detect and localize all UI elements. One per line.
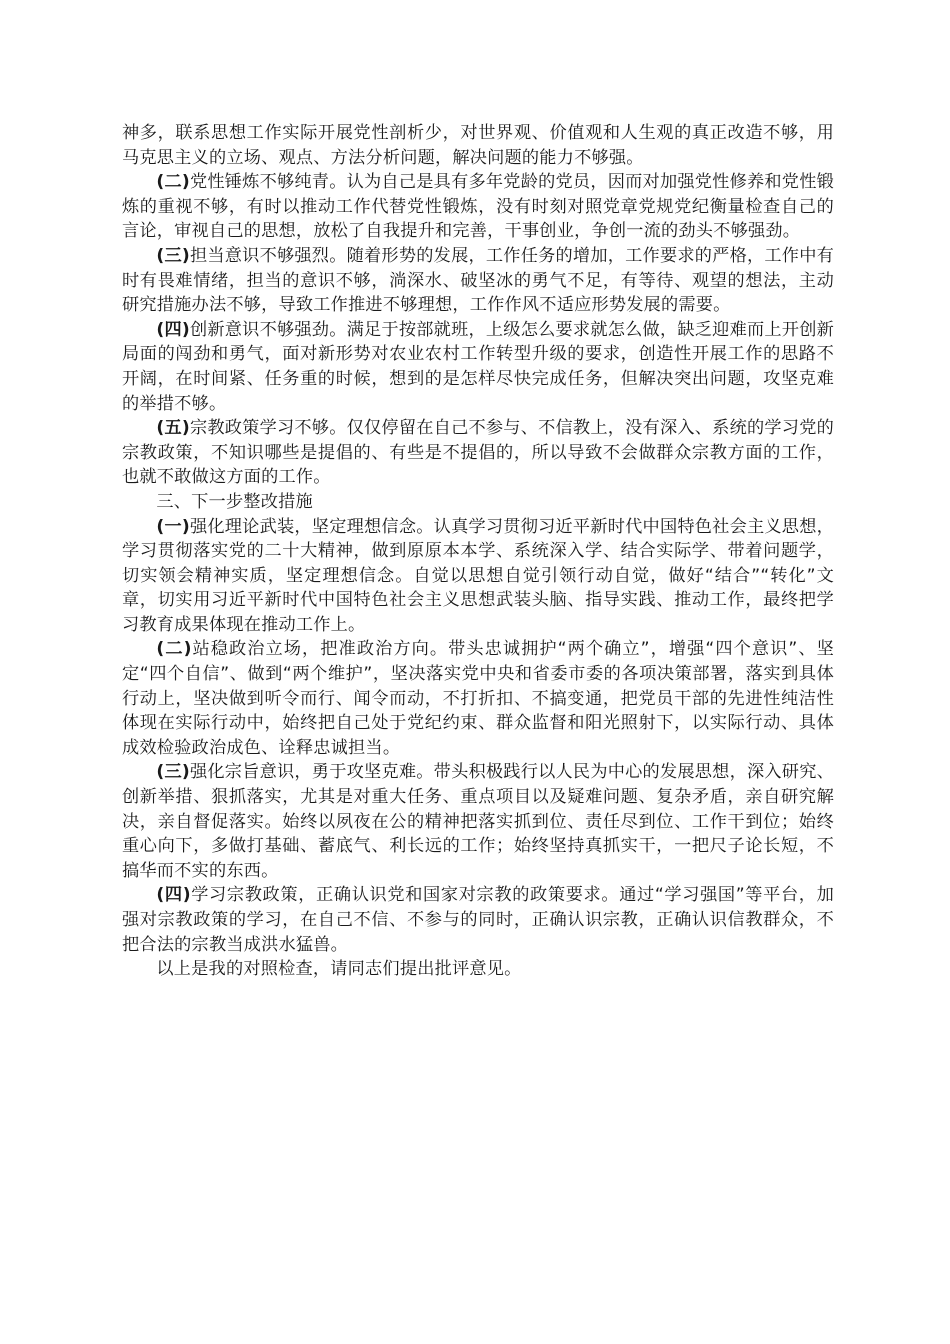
closing-statement bbox=[122, 957, 834, 982]
paragraph-text: 以上是我的对照检查，请同志们提出批评意见。 bbox=[156, 959, 522, 980]
paragraph-text: 担当意识不够强烈。随着形势的发展，工作任务的增加，工作要求的严格，工作中有时有畏难情绪，担当的意识不够，淌深水、破坚冰的勇气不足，有等待、观望的想法，主动研究措施办法不够，导致工作推进不够理想，工作作风不适应形势发展的需要。 bbox=[122, 245, 835, 316]
item-marker: (五) bbox=[156, 418, 190, 439]
paragraph-item-4 bbox=[122, 318, 834, 416]
section-heading bbox=[122, 490, 834, 515]
paragraph-item-2 bbox=[122, 170, 834, 244]
paragraph-measure-2 bbox=[122, 637, 834, 760]
item-marker: (二) bbox=[156, 639, 192, 660]
section-heading-text: 三、下一步整改措施 bbox=[156, 491, 313, 512]
item-marker: (四) bbox=[156, 319, 190, 340]
paragraph-item-3 bbox=[122, 244, 834, 318]
paragraph-text: 强化宗旨意识，勇于攻坚克难。带头积极践行以人民为中心的发展思想，深入研究、创新举措、狠抓落实，尤其是对重大任务、重点项目以及疑难问题、复杂矛盾，亲自研究解决，亲自督促落实。始终以夙夜在公的精神把落实抓到位、责任尽到位、工作干到位；始终重心向下，多做打基础、蓄底气、利长远的工作；始终坚持真抓实干，一把尺子论长短，不搞华而不实的东西。 bbox=[122, 762, 835, 881]
paragraph-text: 党性锤炼不够纯青。认为自己是具有多年党龄的党员，因而对加强党性修养和党性锻炼的重视不够，有时以推动工作代替党性锻炼，没有时刻对照党章党规党纪衡量检查自己的言论，审视自己的思想，放松了自我提升和完善，干事创业，争创一流的劲头不够强劲。 bbox=[122, 172, 835, 242]
paragraph-item-5 bbox=[122, 416, 834, 490]
document-page bbox=[122, 121, 834, 982]
item-marker: (四) bbox=[156, 885, 191, 906]
item-marker: (三) bbox=[156, 762, 190, 783]
paragraph-text: 学习宗教政策，正确认识党和国家对宗教的政策要求。通过“学习强国”等平台，加强对宗教政策的学习，在自己不信、不参与的同时，正确认识宗教，正确认识信教群众，不把合法的宗教当成洪水猛兽。 bbox=[122, 885, 834, 955]
item-marker: (三) bbox=[156, 245, 190, 266]
paragraph-measure-4 bbox=[122, 883, 834, 957]
paragraph-measure-3 bbox=[122, 760, 834, 883]
paragraph-text: 强化理论武装，坚定理想信念。认真学习贯彻习近平新时代中国特色社会主义思想，学习贯彻落实党的二十大精神，做到原原本本学、系统深入学、结合实际学、带着问题学，切实领会精神实质，坚定理想信念。自觉以思想自觉引领行动自觉，做好“结合”“转化”文章，切实用习近平新时代中国特色社会主义思想武装头脑、指导实践、推动工作，最终把学习教育成果体现在推动工作上。 bbox=[122, 516, 835, 635]
paragraph-text: 站稳政治立场，把准政治方向。带头忠诚拥护“两个确立”，增强“四个意识”、坚定“四个自信”、做到“两个维护”，坚决落实党中央和省委市委的各项决策部署，落实到具体行动上，坚决做到听令而行、闻令而动，不打折扣、不搞变通，把党员干部的先进性纯洁性体现在实际行动中，始终把自己处于党纪约束、群众监督和阳光照射下，以实际行动、具体成效检验政治成色、诠释忠诚担当。 bbox=[122, 639, 835, 758]
paragraph-measure-1 bbox=[122, 515, 834, 638]
paragraph-continued bbox=[122, 121, 834, 170]
paragraph-text: 宗教政策学习不够。仅仅停留在自己不参与、不信教上，没有深入、系统的学习党的宗教政策，不知识哪些是提倡的、有些是不提倡的，所以导致不会做群众宗教方面的工作，也就不敢做这方面的工作。 bbox=[122, 418, 835, 488]
item-marker: (二) bbox=[156, 172, 190, 193]
paragraph-text: 神多，联系思想工作实际开展党性剖析少，对世界观、价值观和人生观的真正改造不够，用马克思主义的立场、观点、方法分析问题，解决问题的能力不够强。 bbox=[122, 123, 834, 168]
paragraph-text: 创新意识不够强劲。满足于按部就班，上级怎么要求就怎么做，缺乏迎难而上开创新局面的闯劲和勇气，面对新形势对农业农村工作转型升级的要求，创造性开展工作的思路不开阔，在时间紧、任务重的时候，想到的是怎样尽快完成任务，但解决突出问题，攻坚克难的举措不够。 bbox=[122, 319, 835, 414]
item-marker: (一) bbox=[156, 516, 190, 537]
